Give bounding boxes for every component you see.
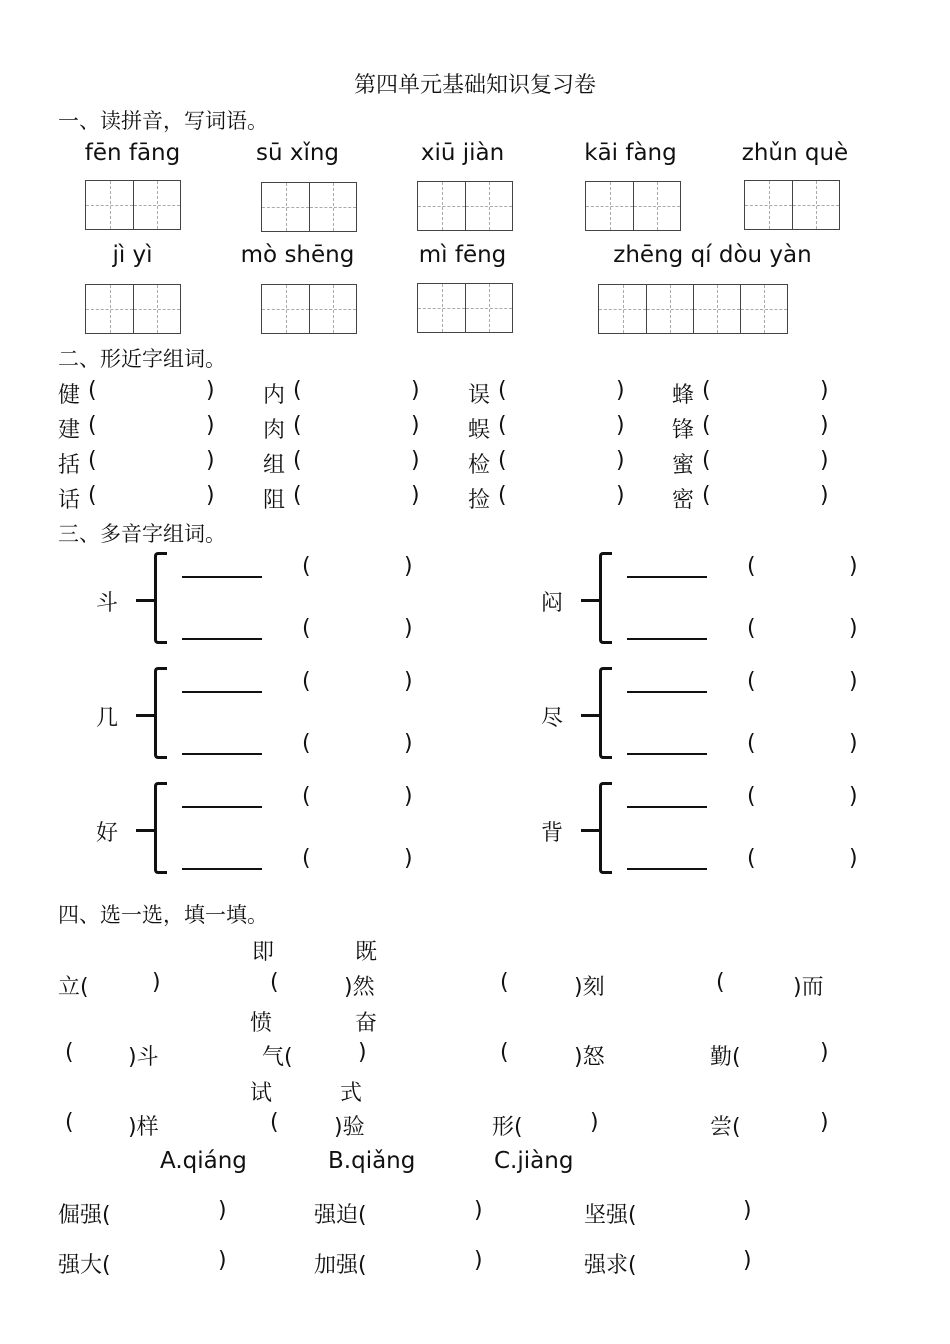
section4-heading: 四、选一选，填一填。 <box>58 903 268 927</box>
open-paren: ( <box>88 448 97 473</box>
polyphone-char: 尽 <box>541 706 564 731</box>
fill-text: 尝( <box>710 1115 741 1140</box>
open-paren: ( <box>293 378 302 403</box>
close-paren: ) <box>404 616 413 641</box>
pinyin-label: fēn fāng <box>84 140 181 166</box>
similar-char: 建 <box>58 418 81 443</box>
close-paren: ) <box>820 413 829 438</box>
close-paren: ) <box>849 784 858 809</box>
open-paren: ( <box>302 846 311 871</box>
open-paren: ( <box>302 669 311 694</box>
open-paren: ( <box>498 448 507 473</box>
section3-heading: 三、多音字组词。 <box>58 522 226 546</box>
similar-char: 括 <box>58 453 81 478</box>
brace <box>581 829 599 832</box>
answer-blank[interactable] <box>182 753 262 755</box>
word-item: ) <box>218 1248 227 1273</box>
close-paren: ) <box>616 483 625 508</box>
word-item: 加强( <box>314 1253 367 1278</box>
answer-blank[interactable] <box>182 576 262 578</box>
fill-text: ( <box>270 1110 279 1135</box>
open-paren: ( <box>702 378 711 403</box>
similar-char: 捡 <box>468 488 491 513</box>
close-paren: ) <box>820 448 829 473</box>
open-paren: ( <box>293 413 302 438</box>
close-paren: ) <box>404 554 413 579</box>
answer-blank[interactable] <box>182 868 262 870</box>
brace <box>136 714 154 717</box>
open-paren: ( <box>293 448 302 473</box>
fill-text: 立( <box>58 975 89 1000</box>
pinyin-choice: B.qiǎng <box>328 1148 416 1174</box>
option-char: 愤 <box>250 1011 273 1036</box>
word-item: ) <box>743 1248 752 1273</box>
close-paren: ) <box>849 554 858 579</box>
open-paren: ( <box>747 616 756 641</box>
similar-char: 蜈 <box>468 418 491 443</box>
similar-char: 话 <box>58 488 81 513</box>
close-paren: ) <box>206 378 215 403</box>
fill-text: )而 <box>793 975 824 1000</box>
answer-blank[interactable] <box>627 753 707 755</box>
close-paren: ) <box>820 378 829 403</box>
open-paren: ( <box>88 483 97 508</box>
answer-blank[interactable] <box>627 868 707 870</box>
word-item: ) <box>218 1198 227 1223</box>
brace <box>154 552 167 644</box>
open-paren: ( <box>302 731 311 756</box>
similar-char: 密 <box>672 488 695 513</box>
word-item: 强迫( <box>314 1203 367 1228</box>
close-paren: ) <box>206 413 215 438</box>
polyphone-char: 好 <box>96 821 119 846</box>
answer-blank[interactable] <box>182 806 262 808</box>
open-paren: ( <box>88 413 97 438</box>
similar-char: 阻 <box>263 488 286 513</box>
pinyin-label: jì yì <box>112 242 153 268</box>
answer-blank[interactable] <box>627 691 707 693</box>
writing-grid[interactable] <box>585 181 681 231</box>
open-paren: ( <box>747 554 756 579</box>
close-paren: ) <box>404 784 413 809</box>
close-paren: ) <box>849 731 858 756</box>
similar-char: 误 <box>468 383 491 408</box>
close-paren: ) <box>404 669 413 694</box>
brace <box>154 782 167 874</box>
option-char: 奋 <box>355 1011 378 1036</box>
fill-text: ) <box>152 970 161 995</box>
pinyin-label: sū xǐng <box>255 140 340 166</box>
pinyin-choice: A.qiáng <box>160 1148 247 1174</box>
writing-grid[interactable] <box>261 182 357 232</box>
similar-char: 蜜 <box>672 453 695 478</box>
section2-heading: 二、形近字组词。 <box>58 347 226 371</box>
pinyin-label: mì fēng <box>418 242 507 268</box>
answer-blank[interactable] <box>627 576 707 578</box>
fill-text: ) <box>590 1110 599 1135</box>
similar-char: 锋 <box>672 418 695 443</box>
open-paren: ( <box>302 784 311 809</box>
answer-blank[interactable] <box>182 638 262 640</box>
word-item: 强大( <box>58 1253 111 1278</box>
open-paren: ( <box>702 448 711 473</box>
page-title: 第四单元基础知识复习卷 <box>353 73 596 98</box>
open-paren: ( <box>702 483 711 508</box>
close-paren: ) <box>616 378 625 403</box>
word-item: 强求( <box>584 1253 637 1278</box>
open-paren: ( <box>293 483 302 508</box>
writing-grid[interactable] <box>417 181 513 231</box>
fill-text: ( <box>270 970 279 995</box>
writing-grid[interactable] <box>85 284 181 334</box>
fill-text: ( <box>500 1040 509 1065</box>
fill-text: 气( <box>262 1045 293 1070</box>
open-paren: ( <box>747 669 756 694</box>
open-paren: ( <box>302 554 311 579</box>
brace <box>581 599 599 602</box>
close-paren: ) <box>411 483 420 508</box>
close-paren: ) <box>849 846 858 871</box>
close-paren: ) <box>404 731 413 756</box>
close-paren: ) <box>411 448 420 473</box>
fill-text: ( <box>65 1040 74 1065</box>
open-paren: ( <box>498 483 507 508</box>
fill-text: ) <box>820 1110 829 1135</box>
pinyin-choice: C.jiàng <box>494 1148 574 1174</box>
fill-text: ( <box>500 970 509 995</box>
similar-char: 组 <box>263 453 286 478</box>
polyphone-char: 闷 <box>541 591 564 616</box>
fill-text: 形( <box>492 1115 523 1140</box>
fill-text: ) <box>358 1040 367 1065</box>
open-paren: ( <box>302 616 311 641</box>
brace <box>599 667 612 759</box>
open-paren: ( <box>747 731 756 756</box>
fill-text: ( <box>65 1110 74 1135</box>
word-item: ) <box>743 1198 752 1223</box>
close-paren: ) <box>411 378 420 403</box>
option-char: 试 <box>250 1081 273 1106</box>
polyphone-char: 背 <box>541 821 564 846</box>
word-item: ) <box>474 1248 483 1273</box>
close-paren: ) <box>820 483 829 508</box>
polyphone-char: 几 <box>96 706 119 731</box>
brace <box>599 552 612 644</box>
open-paren: ( <box>498 378 507 403</box>
writing-grid[interactable] <box>261 284 357 334</box>
writing-grid[interactable] <box>744 180 840 230</box>
fill-text: )斗 <box>128 1045 159 1070</box>
fill-text: )样 <box>128 1115 159 1140</box>
close-paren: ) <box>206 483 215 508</box>
writing-grid[interactable] <box>85 180 181 230</box>
fill-text: )验 <box>334 1115 365 1140</box>
open-paren: ( <box>88 378 97 403</box>
pinyin-label: kāi fàng <box>584 140 677 166</box>
similar-char: 检 <box>468 453 491 478</box>
section1-heading: 一、读拼音，写词语。 <box>58 109 268 133</box>
close-paren: ) <box>404 846 413 871</box>
word-item: ) <box>474 1198 483 1223</box>
similar-char: 蜂 <box>672 383 695 408</box>
similar-char: 肉 <box>263 418 286 443</box>
writing-grid[interactable] <box>598 284 788 334</box>
writing-grid[interactable] <box>417 283 513 333</box>
brace <box>154 667 167 759</box>
open-paren: ( <box>747 784 756 809</box>
option-char: 式 <box>340 1081 363 1106</box>
brace <box>581 714 599 717</box>
answer-blank[interactable] <box>627 806 707 808</box>
option-char: 既 <box>355 940 378 965</box>
close-paren: ) <box>849 616 858 641</box>
pinyin-label: zhǔn què <box>741 140 849 166</box>
pinyin-label: mò shēng <box>240 242 355 268</box>
fill-text: ( <box>716 970 725 995</box>
pinyin-label: xiū jiàn <box>420 140 505 166</box>
fill-text: )然 <box>344 975 375 1000</box>
similar-char: 内 <box>263 383 286 408</box>
word-item: 倔强( <box>58 1203 111 1228</box>
brace <box>136 829 154 832</box>
fill-text: )怒 <box>574 1045 605 1070</box>
similar-char: 健 <box>58 383 81 408</box>
open-paren: ( <box>747 846 756 871</box>
brace <box>136 599 154 602</box>
open-paren: ( <box>498 413 507 438</box>
option-char: 即 <box>252 940 275 965</box>
close-paren: ) <box>411 413 420 438</box>
polyphone-char: 斗 <box>96 591 119 616</box>
close-paren: ) <box>616 413 625 438</box>
close-paren: ) <box>206 448 215 473</box>
brace <box>599 782 612 874</box>
answer-blank[interactable] <box>627 638 707 640</box>
open-paren: ( <box>702 413 711 438</box>
fill-text: )刻 <box>574 975 605 1000</box>
fill-text: 勤( <box>710 1045 741 1070</box>
word-item: 坚强( <box>584 1203 637 1228</box>
pinyin-label: zhēng qí dòu yàn <box>613 242 812 268</box>
fill-text: ) <box>820 1040 829 1065</box>
close-paren: ) <box>616 448 625 473</box>
close-paren: ) <box>849 669 858 694</box>
answer-blank[interactable] <box>182 691 262 693</box>
